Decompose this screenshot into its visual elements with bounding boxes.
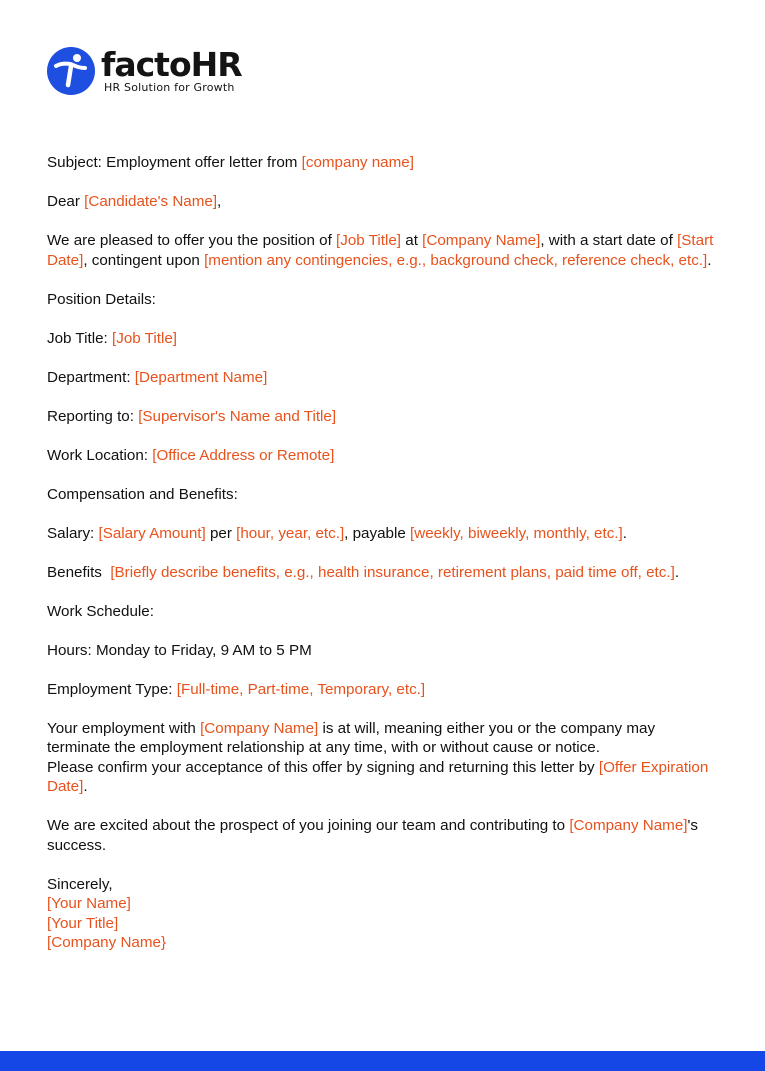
closing-text: We are excited about the prospect of you joining our team and contributing to (47, 817, 570, 834)
placeholder-your-title: [Your Title] (47, 914, 119, 932)
greeting-prefix: Dear (47, 193, 85, 210)
employment-type-label: Employment Type: (47, 680, 177, 698)
brand-tagline: HR Solution for Growth (104, 81, 235, 94)
hours-line: Hours: Monday to Friday, 9 AM to 5 PM (47, 641, 312, 659)
position-details-heading: Position Details: (47, 290, 156, 308)
placeholder-company-name: [Company Name] (200, 719, 319, 737)
subject-label: Subject: Employment offer letter from (47, 154, 302, 171)
reporting-label: Reporting to: (47, 407, 139, 425)
compensation-heading: Compensation and Benefits: (47, 485, 238, 503)
placeholder-supervisor: [Supervisor's Name and Title] (138, 407, 337, 425)
logo-text (101, 45, 242, 94)
acceptance-text: . (83, 778, 88, 795)
salary-text: per (205, 524, 237, 542)
footer-bar (0, 1051, 765, 1071)
placeholder-company-name: [company name] (301, 154, 414, 171)
department-line (47, 368, 722, 388)
job-title-label: Job Title: (47, 329, 112, 347)
factohr-logo (47, 45, 242, 97)
placeholder-contingencies: [mention any contingencies, e.g., background check, reference check, etc.] (204, 251, 708, 269)
placeholder-candidate-name: [Candidate's Name] (84, 193, 218, 210)
work-location-line (47, 446, 722, 466)
person-figure-icon (47, 47, 95, 95)
benefits-label: Benefits (47, 563, 111, 581)
salary-text: . (622, 524, 627, 542)
salary-line (47, 524, 722, 544)
closing-paragraph (47, 816, 722, 855)
signoff-block (47, 875, 722, 953)
intro-text: , with a start date of (540, 232, 678, 249)
placeholder-company-name: [Company Name] (569, 817, 688, 834)
placeholder-salary-amount: [Salary Amount] (98, 524, 206, 542)
placeholder-pay-period: [hour, year, etc.] (236, 524, 345, 542)
greeting (47, 192, 722, 212)
work-schedule-heading: Work Schedule: (47, 602, 154, 620)
placeholder-start-date: [Start Date] (47, 232, 714, 269)
placeholder-job-title: [Job Title] (112, 329, 177, 347)
subject-line (47, 153, 722, 173)
brand-name: factoHR (101, 45, 242, 84)
acceptance-text: Please confirm your acceptance of this offer by signing and returning this letter by (47, 758, 599, 776)
benefits-line (47, 563, 722, 583)
at-will-text: Your employment with (47, 719, 201, 737)
intro-text: . (707, 251, 712, 269)
placeholder-employment-type: [Full-time, Part-time, Temporary, etc.] (176, 680, 426, 698)
intro-paragraph (47, 231, 722, 270)
offer-letter-body (47, 153, 722, 972)
salary-label: Salary: (47, 524, 99, 542)
placeholder-job-title: [Job Title] (336, 232, 402, 249)
at-will-paragraph (47, 719, 722, 797)
placeholder-department: [Department Name] (134, 368, 268, 386)
intro-text: at (401, 232, 423, 249)
placeholder-company-name: [Company Name] (422, 232, 541, 249)
placeholder-offer-expiration: [Offer Expiration Date] (47, 758, 709, 795)
intro-text: , contingent upon (83, 251, 205, 269)
placeholder-work-location: [Office Address or Remote] (152, 446, 335, 464)
intro-text: We are pleased to offer you the position of (47, 232, 337, 249)
placeholder-company-name: [Company Name} (47, 934, 167, 951)
salary-text: , payable (344, 524, 411, 542)
placeholder-your-name: [Your Name] (47, 895, 131, 912)
job-title-line (47, 329, 722, 349)
employment-type-line (47, 680, 722, 700)
reporting-line (47, 407, 722, 427)
closing-text: 's success. (47, 817, 698, 854)
greeting-suffix: , (217, 193, 222, 210)
benefits-text: . (674, 563, 680, 581)
at-will-text: is at will, meaning either you or the company may terminate the employment relationship at any time, with or without cause or notice. (47, 719, 656, 756)
placeholder-pay-frequency: [weekly, biweekly, monthly, etc.] (410, 524, 623, 542)
placeholder-benefits: [Briefly describe benefits, e.g., health insurance, retirement plans, paid time off, etc.] (110, 563, 675, 581)
department-label: Department: (47, 368, 135, 386)
signoff-sincerely: Sincerely, (47, 875, 113, 893)
work-location-label: Work Location: (47, 446, 153, 464)
